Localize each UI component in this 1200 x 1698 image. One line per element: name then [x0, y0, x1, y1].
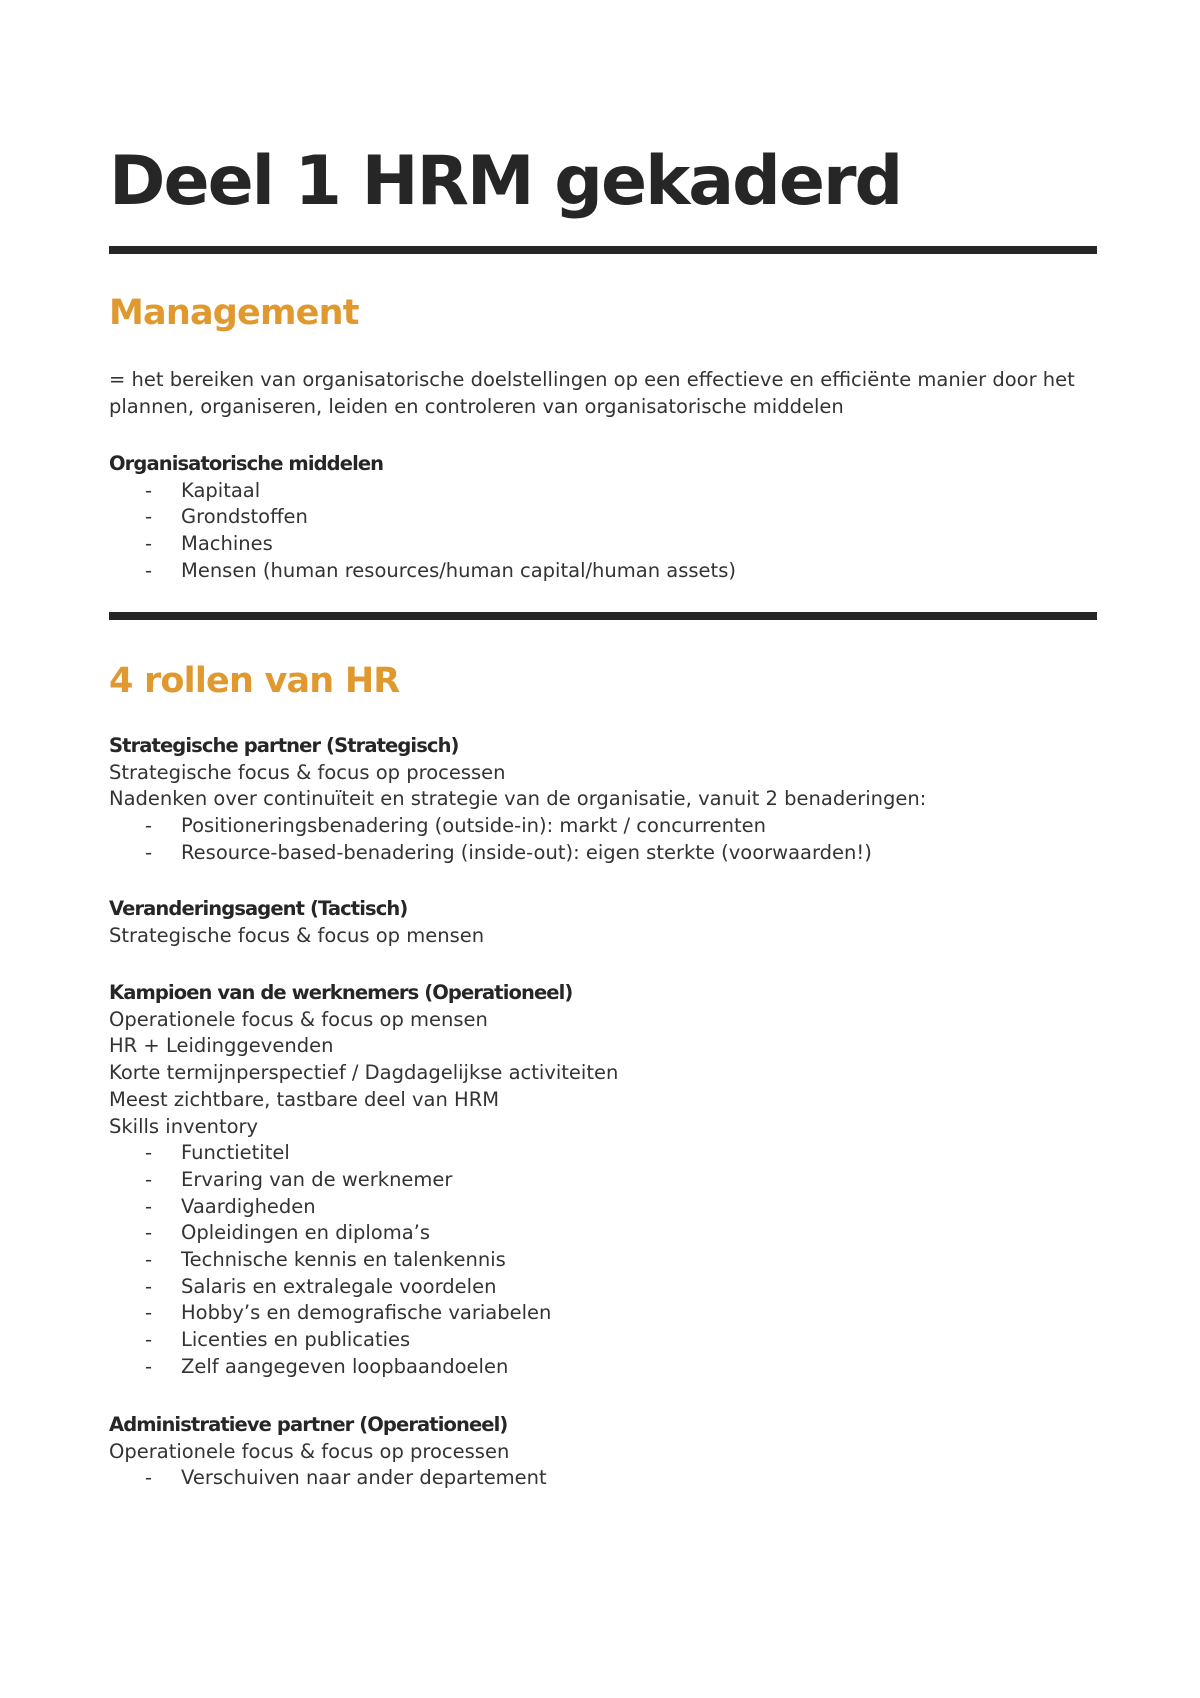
strategic-list [109, 813, 1097, 866]
dash-marker: - [145, 532, 153, 556]
dash-marker: - [145, 478, 153, 502]
dash-marker: - [145, 1167, 153, 1191]
list-item: - Machines [109, 531, 1097, 558]
dash-marker: - [145, 1301, 153, 1325]
list-item: - Positioneringsbenadering (outside-in): markt / concurrenten [109, 813, 1097, 840]
list-item: - Kapitaal [109, 478, 1097, 505]
dash-marker: - [145, 1221, 153, 1245]
role-line: Korte termijnperspectief / Dagdagelijkse activiteiten [109, 1061, 619, 1085]
list-item: - Resource-based-benadering (inside-out): eigen sterkte (voorwaarden!) [109, 840, 1097, 867]
dash-marker: - [145, 1194, 153, 1218]
role-line: Skills inventory [109, 1114, 259, 1138]
page-title: Deel 1 HRM gekaderd [109, 142, 902, 221]
list-item: - Verschuiven naar ander departement [109, 1465, 1097, 1492]
dash-marker: - [145, 558, 153, 582]
dash-marker: - [145, 840, 153, 864]
list-item: - Grondstoffen [109, 504, 1097, 531]
role-line: Meest zichtbare, tastbare deel van HRM [109, 1087, 500, 1111]
role-line: Operationele focus & focus op mensen [109, 1007, 488, 1031]
list-item: - Salaris en extralegale voordelen [109, 1274, 1097, 1301]
role-heading: Administratieve partner (Operationeel) [109, 1413, 508, 1436]
role-line: Strategische focus & focus op processen [109, 760, 506, 784]
role-administrative-partner [109, 1412, 1097, 1492]
role-strategic-partner [109, 733, 1097, 867]
role-line: Operationele focus & focus op processen [109, 1439, 510, 1463]
section-divider [109, 612, 1097, 620]
list-item: - Mensen (human resources/human capital/human assets) [109, 558, 1097, 585]
list-item: - Ervaring van de werknemer [109, 1167, 1097, 1194]
dash-marker: - [145, 1141, 153, 1165]
dash-marker: - [145, 1248, 153, 1272]
list-item: - Opleidingen en diploma’s [109, 1220, 1097, 1247]
resources-block [109, 451, 1097, 585]
dash-marker: - [145, 1354, 153, 1378]
role-line: Nadenken over continuïteit en strategie van de organisatie, vanuit 2 benaderingen: [109, 787, 927, 811]
title-divider [109, 246, 1097, 254]
role-line: HR + Leidinggevenden [109, 1034, 334, 1058]
section-heading-roles: 4 rollen van HR [109, 661, 400, 701]
dash-marker: - [145, 1274, 153, 1298]
dash-marker: - [145, 1466, 153, 1490]
dash-marker: - [145, 505, 153, 529]
dash-marker: - [145, 814, 153, 838]
list-item: - Zelf aangegeven loopbaandoelen [109, 1354, 1097, 1381]
role-employee-champion [109, 980, 1097, 1381]
resources-heading: Organisatorische middelen [109, 452, 384, 475]
resources-list [109, 478, 1097, 585]
section-heading-management: Management [109, 293, 359, 333]
dash-marker: - [145, 1328, 153, 1352]
management-definition: = het bereiken van organisatorische doelstellingen op een effectieve en efficiënte manier door het plannen, organiseren, leiden en controleren van organisatorische middelen [109, 368, 1075, 418]
role-heading: Kampioen van de werknemers (Operationeel) [109, 981, 573, 1004]
role-change-agent [109, 896, 1097, 949]
list-item: - Hobby’s en demografische variabelen [109, 1300, 1097, 1327]
role-heading: Strategische partner (Strategisch) [109, 734, 459, 757]
skills-inventory-list [109, 1140, 1097, 1380]
role-heading: Veranderingsagent (Tactisch) [109, 897, 408, 920]
role-line: Strategische focus & focus op mensen [109, 923, 485, 947]
list-item: - Functietitel [109, 1140, 1097, 1167]
management-block [109, 367, 1097, 420]
list-item: - Licenties en publicaties [109, 1327, 1097, 1354]
list-item: - Vaardigheden [109, 1194, 1097, 1221]
list-item: - Technische kennis en talenkennis [109, 1247, 1097, 1274]
admin-list [109, 1465, 1097, 1492]
